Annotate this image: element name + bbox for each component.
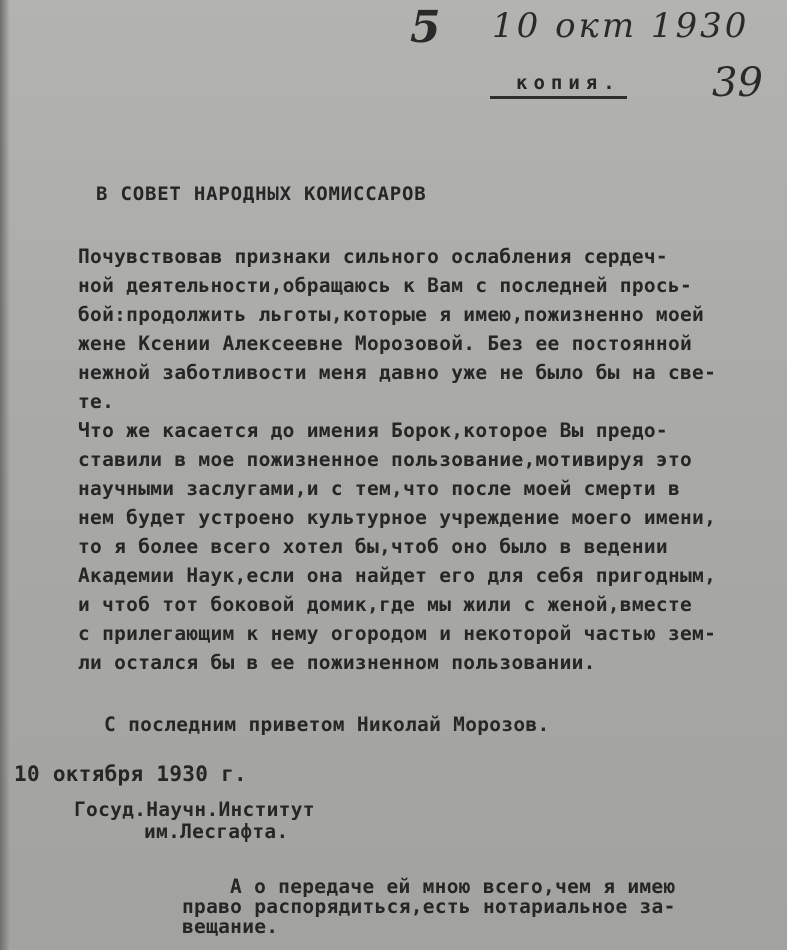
letter-line: ставили в мое пожизненное пользование,мотивируя это [78,448,693,471]
page-shadow-edge [0,0,10,950]
letter-line: ли остался бы в ее пожизненном пользовании. [78,651,596,674]
addressee-heading: В СОВЕТ НАРОДНЫХ КОМИССАРОВ [96,183,427,205]
institution-line-1: Госуд.Научн.Институт [74,798,315,821]
handwritten-number: 5 [410,2,441,53]
letter-line: ной деятельности,обращаюсь к Вам с последней прось- [78,274,693,297]
letter-line: бой:продолжить льготы,которые я имею,пожизненно моей [78,303,705,326]
letter-date: 10 октября 1930 г. [14,762,247,786]
letter-line: то я более всего хотел бы,чтоб оно было в ведении [78,535,668,558]
letter-line: Почувствовав признаки сильного ослабления сердеч- [78,245,668,268]
letter-line: с прилегающим к нему огородом и некоторой частью зем- [78,622,717,645]
note-line-3: вещание. [182,915,279,938]
handwritten-date: 10 окт 1930 [492,6,750,46]
handwritten-page-number: 39 [712,60,763,106]
letter-line: нежной заботливости меня давно уже не было бы на све- [78,361,717,384]
letter-line: и чтоб тот боковой домик,где мы жили с женой,вместе [78,593,693,616]
institution-line-2: им.Лесгафта. [144,820,289,843]
letter-line: Что же касается до имения Борок,которое Вы предо- [78,419,668,442]
letter-closing: С последним приветом Николай Морозов. [104,713,550,736]
copy-label: копия. [490,72,627,99]
letter-line: Академии Наук,если она найдет его для себя пригодным, [78,564,717,587]
note-line-2: право распорядиться,есть нотариальное за- [182,895,676,918]
letter-line: жене Ксении Алексеевне Морозовой. Без ее постоянной [78,332,693,355]
letter-line: научными заслугами,и с тем,что после моей смерти в [78,477,680,500]
note-line-1: А о передаче ей мною всего,чем я имею [230,875,676,898]
letter-line: нем будет устроено культурное учреждение моего имени, [78,506,717,529]
letter-line: те. [78,390,115,413]
